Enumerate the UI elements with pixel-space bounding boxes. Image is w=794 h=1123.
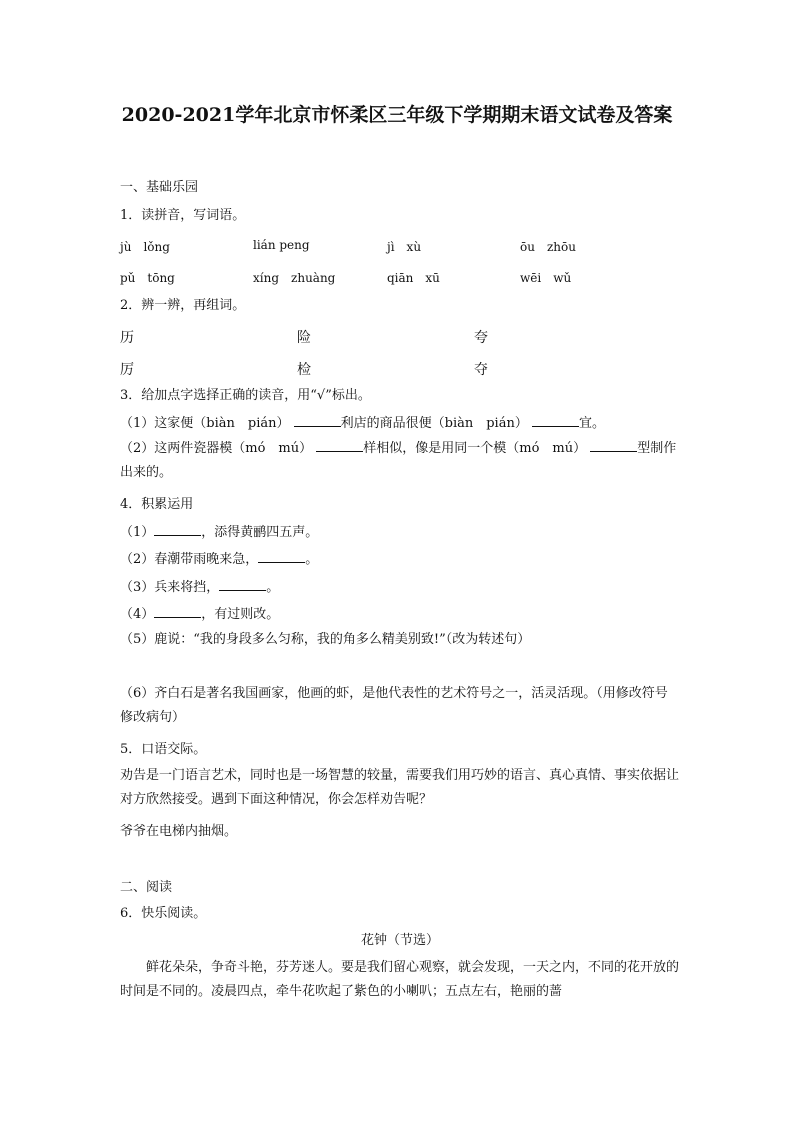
- question-4-label: 4．积累运用: [120, 497, 194, 512]
- answer-blank[interactable]: [154, 523, 201, 536]
- q4-text: 。: [266, 580, 280, 595]
- answer-blank[interactable]: [532, 414, 579, 427]
- q4-item-5: （5）鹿说：“我的身段多么匀称，我的角多么精美别致!”（改为转述句）: [120, 632, 531, 647]
- q4-text: ，有过则改。: [201, 607, 280, 622]
- pinyin-item: jì xù: [387, 240, 422, 254]
- q4-item-2: [120, 550, 680, 568]
- pinyin-item: wēi wǔ: [520, 271, 572, 285]
- q4-text: （2）春潮带雨晚来急，: [120, 552, 259, 567]
- passage-title: 花钟（节选）: [360, 933, 439, 948]
- q4-text: 。: [305, 552, 319, 567]
- char-item: 厉: [120, 362, 134, 378]
- q3-text: 型制作出来的。: [120, 441, 677, 480]
- q3-text: 样相似，像是用同一个模（mó mú）: [363, 441, 587, 456]
- question-1-label: 1．读拼音，写词语。: [120, 208, 246, 223]
- q4-item-4: [120, 605, 680, 623]
- q4-text: （1）: [120, 525, 155, 540]
- pinyin-item: jù lǒng: [120, 240, 170, 254]
- passage-body: 鲜花朵朵，争奇斗艳，芬芳迷人。要是我们留心观察，就会发现，一天之内，不同的花开放的时间是不同的。凌晨四点，牵牛花吹起了紫色的小喇叭；五点左右，艳丽的蔷: [120, 960, 680, 999]
- q4-item-3: [120, 578, 680, 596]
- answer-blank[interactable]: [154, 605, 201, 618]
- exam-title: 2020-2021学年北京市怀柔区三年级下学期期末语文试卷及答案: [121, 104, 673, 126]
- q4-item-1: [120, 523, 680, 541]
- question-3-item-2: [120, 437, 680, 485]
- char-item: 夺: [474, 362, 488, 378]
- pinyin-item: ōu zhōu: [520, 240, 576, 254]
- answer-blank[interactable]: [316, 439, 363, 452]
- question-5-label: 5．口语交际。: [120, 742, 207, 757]
- question-3-item-1: [120, 414, 680, 432]
- char-item: 检: [297, 362, 311, 378]
- pinyin-item: xíng zhuàng: [253, 271, 336, 285]
- question-3-label: 3．给加点字选择正确的读音，用“√”标出。: [120, 388, 371, 403]
- answer-blank[interactable]: [258, 550, 305, 563]
- answer-blank[interactable]: [590, 439, 637, 452]
- char-item: 历: [120, 330, 134, 346]
- char-item: 险: [297, 330, 311, 346]
- answer-blank[interactable]: [294, 414, 341, 427]
- pinyin-item: pǔ tōng: [120, 271, 175, 285]
- q4-text: （4）: [120, 607, 155, 622]
- section-heading-basics: 一、基础乐园: [120, 180, 199, 195]
- char-item: 夸: [474, 330, 488, 346]
- answer-blank[interactable]: [219, 578, 266, 591]
- q3-text: 宜。: [578, 416, 605, 431]
- q3-text: （1）这家便（biàn pián）: [120, 416, 290, 431]
- section-heading-reading: 二、阅读: [120, 880, 173, 895]
- q5-instructions: 劝告是一门语言艺术，同时也是一场智慧的较量，需要我们用巧妙的语言、真心真情、事实依据让对方欣然接受。遇到下面这种情况，你会怎样劝告呢？: [120, 768, 680, 807]
- q5-scenario: 爷爷在电梯内抽烟。: [120, 824, 238, 839]
- question-6-label: 6．快乐阅读。: [120, 906, 207, 921]
- pinyin-item: qiān xū: [387, 271, 440, 285]
- pinyin-item: lián peng: [253, 238, 310, 252]
- q3-text: （2）这两件瓷器模（mó mú）: [120, 441, 313, 456]
- q4-text: （3）兵来将挡，: [120, 580, 220, 595]
- question-2-label: 2．辨一辨，再组词。: [120, 298, 246, 313]
- q4-text: ，添得黄鹂四五声。: [201, 525, 319, 540]
- q3-text: 利店的商品很便（biàn pián）: [340, 416, 528, 431]
- q4-item-6: （6）齐白石是著名我国画家，他画的虾，是他代表性的艺术符号之一，活灵活现。（用修改符号修改病句）: [120, 686, 668, 725]
